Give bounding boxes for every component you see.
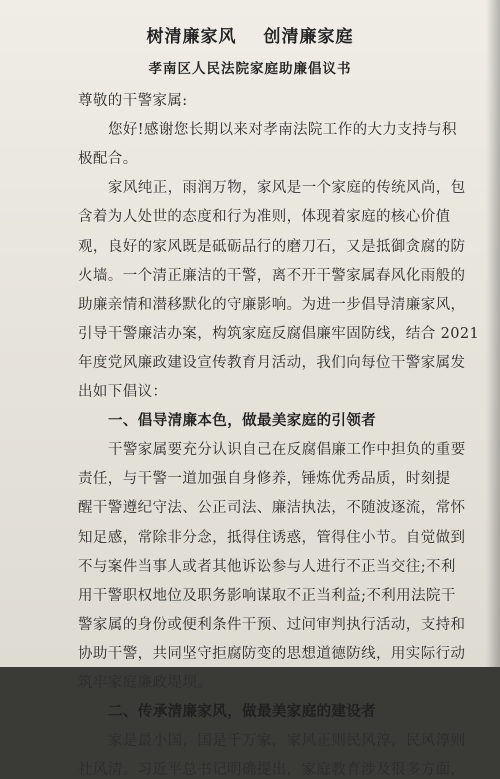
body-text-line: 极配合。 <box>78 151 138 168</box>
body-text-line: 尊敬的干警家属: <box>78 93 188 109</box>
body-text-line: 用干警职权地位及职务影响谋取不正当利益;不利用法院干 <box>78 587 456 604</box>
body-text-line: 家风纯正，雨润万物，家风是一个家庭的传统风尚，包 <box>108 180 466 197</box>
body-text-line: 不与案件当事人或者其他诉讼参与人进行不正当交往;不利 <box>78 558 456 575</box>
body-text-line: 警家属的身份或便利条件干预、过问审判执行活动，支持和 <box>78 616 466 633</box>
body-text-line: 协助干警，共同坚守拒腐防变的思想道德防线，用实际行动 <box>78 645 466 662</box>
title-left: 树清廉家风 <box>146 27 237 47</box>
section-heading: 一、倡导清廉本色，做最美家庭的引领者 <box>108 412 377 430</box>
body-text-line: 观，良好的家风既是砥砺品行的磨刀石，又是抵御贪腐的防 <box>78 238 466 255</box>
body-text-line: 醒干警遵纪守法、公正司法、廉洁执法，不随波逐流，常怀 <box>78 500 466 517</box>
body-text-line: 知足感，常除非分念，抵得住诱惑，管得住小节。自觉做到 <box>78 529 466 546</box>
body-text-line: 助廉亲情和潜移默化的守廉影响。为进一步倡导清廉家风， <box>78 296 466 313</box>
body-text-line: 出如下倡议： <box>78 384 168 400</box>
body-text-line: 筑牢家庭廉政堤坝。 <box>78 675 213 691</box>
body-text-line: 干警家属要充分认识自己在反腐倡廉工作中担负的重要 <box>108 442 466 459</box>
document-subtitle: 孝南区人民法院家庭助廉倡议书 <box>148 61 352 77</box>
title-right: 创清廉家庭 <box>263 27 354 47</box>
body-text-line: 家是最小国，国是千万家，家风正则民风淳，民风淳则 <box>108 733 466 750</box>
body-text-line: 年度党风廉政建设宣传教育月活动，我们向每位干警家属发 <box>78 354 466 371</box>
body-text-line: 引导干警廉洁办案，构筑家庭反腐倡廉牢固防线，结合 2021 <box>78 325 480 342</box>
body-text-line: 含着为人处世的态度和行为准则，体现着家庭的核心价值 <box>78 209 451 226</box>
body-text-line: 您好!感谢您长期以来对孝南法院工作的大力支持与积 <box>108 122 457 139</box>
body-text-line: 社风清。习近平总书记明确提出，家庭教育涉及很多方面， <box>78 762 466 779</box>
page-title <box>0 22 500 47</box>
body-text-line: 火墙。一个清正廉洁的干警，离不开干警家属春风化雨般的 <box>78 267 466 284</box>
body-text-line: 责任，与干警一道加强自身修养，锤炼优秀品质，时刻提 <box>78 471 451 488</box>
section-heading: 二、传承清廉家风，做最美家庭的建设者 <box>108 703 377 721</box>
